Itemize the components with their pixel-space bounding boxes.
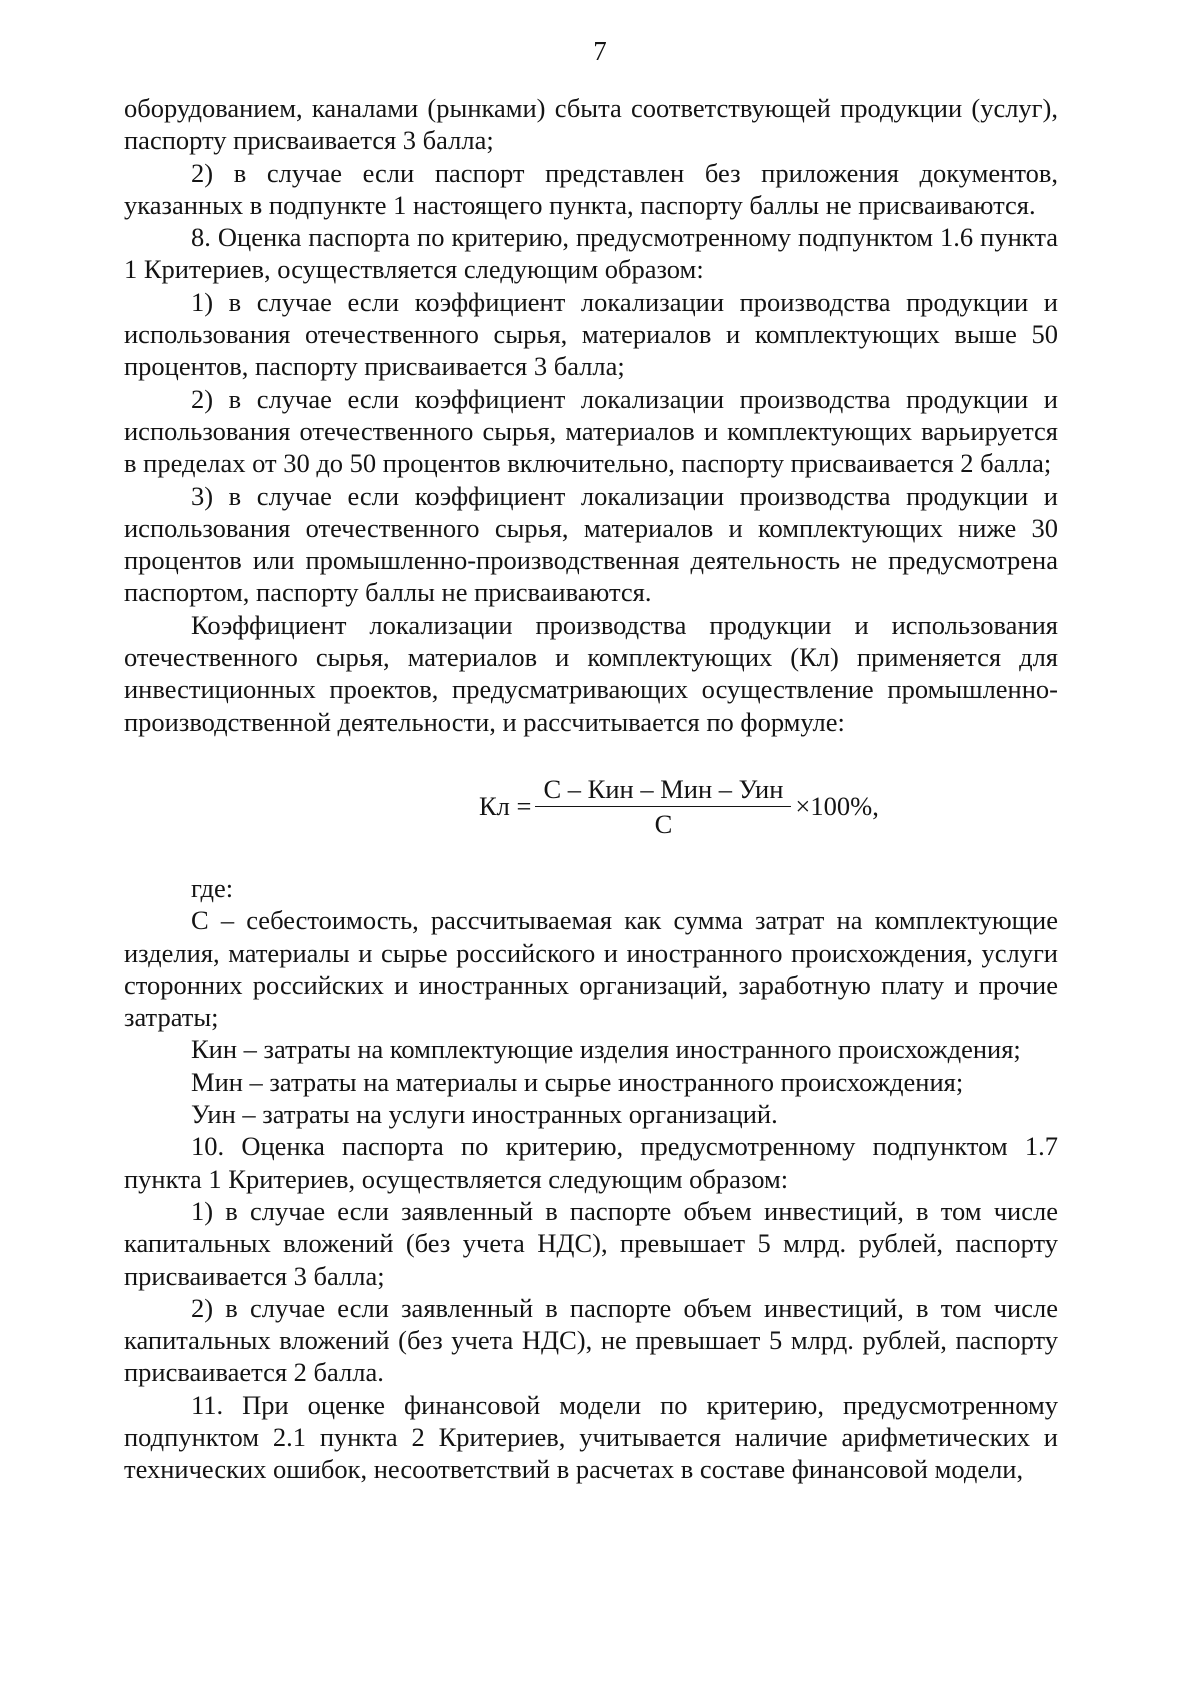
- paragraph: 2) в случае если паспорт представлен без приложения документов, указанных в подпункте 1 настоящего пункта, паспорту баллы не присваиваются.: [124, 157, 1058, 220]
- paragraph: 1) в случае если коэффициент локализации производства продукции и использования отечественного сырья, материалов и комплектующих выше 50 процентов, паспорту присваивается 3 балла;: [124, 286, 1058, 382]
- paragraph: С – себестоимость, рассчитываемая как сумма затрат на комплектующие изделия, материалы и сырье российского и иностранного происхождения, услуги сторонних российских и иностранных организаций, заработную плату и прочие затраты;: [124, 905, 1058, 1033]
- paragraph: Мин – затраты на материалы и сырье иностранного происхождения;: [191, 1066, 964, 1097]
- document-body: [124, 92, 1058, 1486]
- formula-lhs: Кл =: [479, 791, 532, 822]
- paragraph: где:: [191, 872, 234, 903]
- localization-formula: [479, 774, 879, 839]
- paragraph: 8. Оценка паспорта по критерию, предусмотренному подпунктом 1.6 пункта 1 Критериев, осуществляется следующим образом:: [124, 222, 1058, 285]
- formula-numerator: С – Кин – Мин – Уин: [535, 774, 791, 807]
- formula-denominator: С: [654, 808, 673, 839]
- paragraph: 2) в случае если заявленный в паспорте объем инвестиций, в том числе капитальных вложений (без учета НДС), не превышает 5 млрд. рублей, паспорту присваивается 2 балла.: [124, 1292, 1058, 1388]
- paragraph: Коэффициент локализации производства продукции и использования отечественного сырья, материалов и комплектующих (Кл) применяется для инвестиционных проектов, предусматривающих осуществление промышленно-производственной деятельности, и рассчитывается по формуле:: [124, 609, 1058, 737]
- paragraph: 1) в случае если заявленный в паспорте объем инвестиций, в том числе капитальных вложений (без учета НДС), превышает 5 млрд. рублей, паспорту присваивается 3 балла;: [124, 1195, 1058, 1291]
- paragraph: 10. Оценка паспорта по критерию, предусмотренному подпунктом 1.7 пункта 1 Критериев, осуществляется следующим образом:: [124, 1131, 1058, 1194]
- paragraph: 2) в случае если коэффициент локализации производства продукции и использования отечественного сырья, материалов и комплектующих варьируется в пределах от 30 до 50 процентов включительно, паспорту присваивается 2 балла;: [124, 383, 1058, 479]
- paragraph: Кин – затраты на комплектующие изделия иностранного происхождения;: [191, 1034, 1021, 1065]
- page-number: 7: [593, 36, 607, 66]
- paragraph: 3) в случае если коэффициент локализации производства продукции и использования отечественного сырья, материалов и комплектующих ниже 30 процентов или промышленно-производственная деятельность не предусмотрена паспортом, паспорту баллы не присваиваются.: [124, 480, 1058, 608]
- paragraph: оборудованием, каналами (рынками) сбыта соответствующей продукции (услуг), паспорту присваивается 3 балла;: [124, 93, 1058, 156]
- formula-block: [124, 738, 1058, 872]
- paragraph: 11. При оценке финансовой модели по критерию, предусмотренному подпунктом 2.1 пункта 2 Критериев, учитывается наличие арифметических и технических ошибок, несоответствий в расчетах в составе финансовой модели,: [124, 1389, 1058, 1485]
- formula-fraction: [535, 774, 791, 839]
- formula-rhs: ×100%,: [795, 791, 879, 822]
- paragraph: Уин – затраты на услуги иностранных организаций.: [191, 1099, 778, 1130]
